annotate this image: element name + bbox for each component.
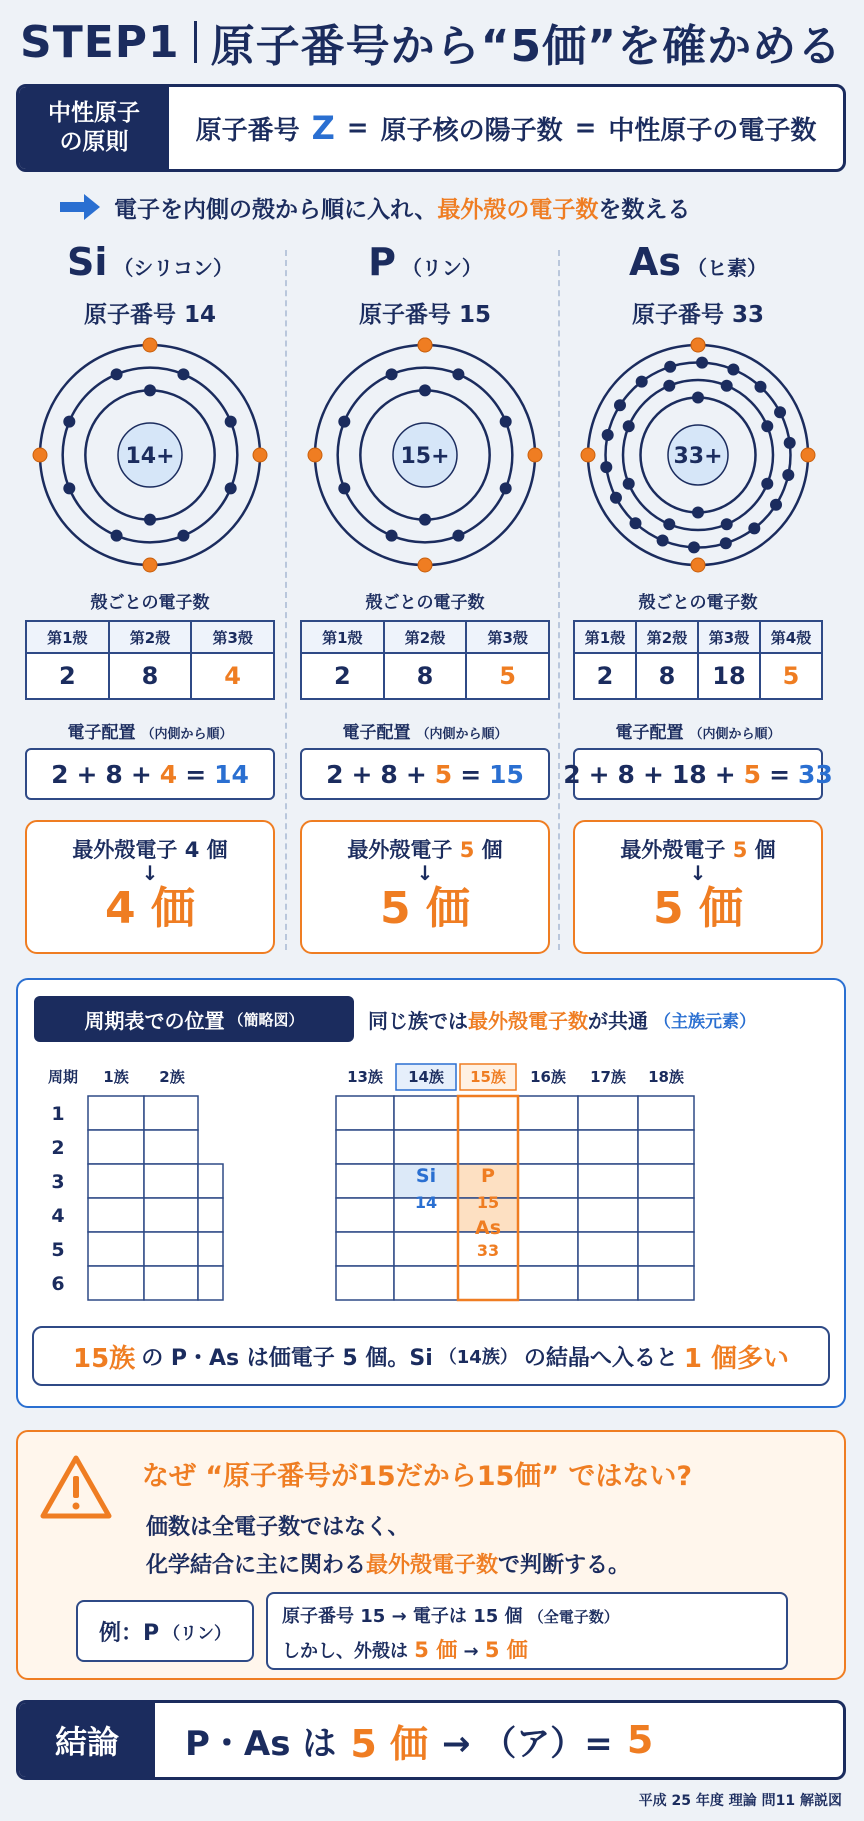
pt-si-symbol: Si	[415, 1165, 437, 1187]
electron	[225, 416, 237, 428]
pt-cell	[144, 1198, 198, 1232]
title-divider	[194, 21, 197, 63]
period-label: 周期	[48, 1068, 79, 1086]
valence-electron	[308, 448, 322, 462]
shell-header: 第4殻	[760, 621, 822, 653]
pt-cell	[88, 1266, 144, 1300]
instruction-post: を数える	[598, 196, 691, 223]
group-label: 13族	[347, 1068, 383, 1086]
atom-column-p	[290, 240, 560, 960]
bohr-model-diagram	[305, 335, 545, 575]
pt-cell	[518, 1164, 578, 1198]
shell-value: 5	[466, 653, 549, 699]
configuration-token: +	[642, 759, 664, 789]
configuration-sum	[300, 748, 550, 800]
example-label-box	[76, 1600, 254, 1662]
valence-line-post: 個	[199, 838, 228, 862]
configuration-token: 4	[159, 759, 178, 789]
electron	[657, 534, 669, 546]
periodic-note-blue: （主族元素）	[654, 1011, 756, 1032]
footer-text1: の P・As は価電子 5 個。Si	[141, 1345, 433, 1371]
electron	[692, 392, 704, 404]
shell-caption: 殻ごとの電子数	[90, 593, 210, 613]
configuration-caption	[290, 718, 560, 743]
valence-line-pre: 最外殻電子	[72, 838, 185, 862]
pt-cell	[88, 1164, 144, 1198]
footer-one-more: 1 個多い	[683, 1343, 789, 1374]
configuration-token: 8	[617, 759, 635, 789]
pt-cell	[88, 1130, 144, 1164]
configuration-token: 2	[563, 759, 581, 789]
pt-cell	[638, 1198, 694, 1232]
group-label: 18族	[648, 1068, 684, 1086]
why-question: なぜ “原子番号が15だから15価” ではない?	[142, 1461, 693, 1492]
periodic-note-highlight: 最外殻電子数	[468, 1008, 588, 1033]
shell-value-row	[26, 653, 274, 699]
electron	[782, 469, 794, 481]
pt-cell	[394, 1266, 458, 1300]
valence-result: 5 価	[380, 883, 470, 934]
electron	[721, 518, 733, 530]
pt-cell	[88, 1096, 144, 1130]
atomic-number-label: 原子番号 33	[631, 302, 764, 328]
periodic-tag-text: 周期表での位置	[84, 1008, 225, 1033]
shell-header-row	[574, 621, 822, 653]
conclusion-arrow: → （ア）=	[441, 1723, 613, 1764]
right-arrow-icon	[60, 194, 100, 220]
electron	[111, 368, 123, 380]
configuration-sum	[25, 748, 275, 800]
pt-cell	[458, 1096, 518, 1130]
element-name	[290, 240, 560, 284]
nucleus-charge: 33+	[673, 444, 723, 469]
principle-part3: 中性原子の電子数	[608, 115, 817, 146]
principle-box	[16, 84, 846, 172]
electron	[452, 368, 464, 380]
electron	[727, 364, 739, 376]
period-number: 5	[51, 1239, 65, 1261]
pt-cell	[336, 1198, 394, 1232]
configuration-token: 15	[489, 759, 524, 789]
shell-table	[573, 620, 823, 700]
configuration-caption-note: （内側から順）	[141, 727, 233, 742]
valence-line-num: 5	[459, 838, 475, 862]
title-text: 原子番号から“5価”を確かめる	[210, 21, 843, 72]
configuration-caption-note: （内側から順）	[689, 727, 781, 742]
example-detail-2a: しかし、外殻は	[282, 1641, 415, 1662]
pt-cell	[198, 1198, 223, 1232]
electron	[664, 361, 676, 373]
configuration-token: 5	[743, 759, 762, 789]
example-detail-1b: （全電子数）	[528, 1608, 619, 1626]
example-note: （リン）	[163, 1623, 232, 1644]
shell-value: 8	[384, 653, 467, 699]
electron	[623, 478, 635, 490]
shell-header: 第3殻	[698, 621, 760, 653]
group-label: 16族	[530, 1068, 566, 1086]
valence-electron	[253, 448, 267, 462]
configuration-token: =	[460, 759, 482, 789]
valence-box	[573, 820, 823, 954]
credit-text: 平成 25 年度 理論 問11 解説図	[638, 1793, 842, 1809]
example-detail-2d: 5 価	[484, 1638, 528, 1662]
principle-part1: 原子番号	[195, 115, 300, 146]
valence-line-pre: 最外殻電子	[347, 838, 460, 862]
example-detail-1a: 原子番号 15 → 電子は 15 個	[282, 1606, 523, 1627]
nucleus-charge: 14+	[125, 444, 175, 469]
configuration-token: =	[185, 759, 207, 789]
electron	[386, 368, 398, 380]
nucleus-charge: 15+	[400, 444, 450, 469]
pt-cell	[638, 1164, 694, 1198]
shell-value: 18	[698, 653, 760, 699]
electron	[225, 482, 237, 494]
electron	[600, 461, 612, 473]
atom-column-si	[15, 240, 285, 960]
configuration-token: +	[588, 759, 610, 789]
electron	[663, 380, 675, 392]
valence-electron	[528, 448, 542, 462]
pt-cell	[336, 1164, 394, 1198]
shell-header-row	[26, 621, 274, 653]
element-name	[15, 240, 285, 284]
valence-electron	[143, 338, 157, 352]
conclusion-valence: 5 価	[350, 1721, 428, 1766]
group-label: 17族	[590, 1068, 626, 1086]
element-name	[563, 240, 833, 284]
configuration-token: +	[714, 759, 736, 789]
atom-column-as	[563, 240, 833, 960]
configuration-token: 2	[51, 759, 69, 789]
conclusion-tag: 結論	[19, 1703, 155, 1777]
example-label: 例：P	[98, 1620, 160, 1646]
electron	[144, 384, 156, 396]
electron	[111, 530, 123, 542]
period-number: 6	[51, 1273, 65, 1295]
pt-cell	[458, 1266, 518, 1300]
shell-value: 8	[636, 653, 698, 699]
shell-table	[300, 620, 550, 700]
period-number: 2	[51, 1137, 65, 1159]
valence-line-pre: 最外殻電子	[620, 838, 733, 862]
shell-value: 2	[26, 653, 109, 699]
configuration-token: 33	[798, 759, 833, 789]
valence-electron	[418, 338, 432, 352]
electron	[774, 406, 786, 418]
element-jp-name: （ヒ素）	[687, 256, 768, 280]
shell-header-row	[301, 621, 549, 653]
pt-cell	[336, 1232, 394, 1266]
periodic-footer	[32, 1326, 830, 1386]
shell-header: 第1殻	[574, 621, 636, 653]
valence-electron	[691, 558, 705, 572]
down-arrow-icon: ↓	[416, 861, 434, 885]
shell-header: 第2殻	[109, 621, 192, 653]
shell-header: 第2殻	[636, 621, 698, 653]
shell-value: 2	[301, 653, 384, 699]
pt-cell	[518, 1232, 578, 1266]
atomic-number-label: 原子番号 14	[83, 302, 216, 328]
atomic-number-label: 原子番号 15	[358, 302, 491, 328]
configuration-caption	[563, 718, 833, 743]
example-detail-line2	[282, 1634, 772, 1664]
conclusion-body	[155, 1703, 843, 1777]
electron	[63, 416, 75, 428]
principle-eq2: =	[574, 113, 597, 143]
pt-cell	[198, 1266, 223, 1300]
group-label: 15族	[470, 1068, 506, 1086]
valence-result: 5 価	[653, 883, 743, 934]
group-label: 2族	[159, 1068, 185, 1086]
configuration-caption	[15, 718, 285, 743]
down-arrow-icon: ↓	[689, 861, 707, 885]
electron	[688, 541, 700, 553]
footer-group14: （14族）	[438, 1347, 518, 1368]
period-number: 3	[51, 1171, 65, 1193]
valence-electron	[418, 558, 432, 572]
electron	[754, 381, 766, 393]
electron	[696, 357, 708, 369]
configuration-token: +	[130, 759, 152, 789]
shell-table	[25, 620, 275, 700]
valence-electron-line	[575, 834, 821, 864]
electron	[636, 376, 648, 388]
electron	[761, 478, 773, 490]
why-line1: 価数は全電子数ではなく、	[146, 1515, 410, 1540]
configuration-caption-text: 電子配置	[67, 723, 136, 743]
why-line2-post: で判断する。	[498, 1553, 631, 1578]
example-detail-line1	[282, 1602, 772, 1628]
pt-cell	[578, 1198, 638, 1232]
instruction-pre: 電子を内側の殻から順に入れ、	[114, 196, 438, 223]
electron	[602, 429, 614, 441]
period-number: 1	[51, 1103, 65, 1125]
pt-cell	[578, 1232, 638, 1266]
why-line2-highlight: 最外殻電子数	[366, 1553, 499, 1578]
principle-equation	[169, 87, 843, 169]
configuration-caption-text: 電子配置	[342, 723, 411, 743]
periodic-table-diagram	[18, 980, 848, 1325]
footer-text2: の結晶へ入ると	[523, 1345, 678, 1371]
electron	[338, 416, 350, 428]
electron	[386, 530, 398, 542]
electron	[623, 420, 635, 432]
pt-cell	[578, 1266, 638, 1300]
bohr-model-diagram	[578, 335, 818, 575]
shell-value: 5	[760, 653, 822, 699]
shell-value-row	[574, 653, 822, 699]
valence-electron-line	[27, 834, 273, 864]
group-label: 1族	[103, 1068, 129, 1086]
pt-cell	[144, 1164, 198, 1198]
step-label: STEP1	[20, 16, 180, 68]
shell-value: 8	[109, 653, 192, 699]
periodic-note-pre: 同じ族では	[368, 1008, 468, 1033]
conclusion-subject: P・As は	[185, 1723, 337, 1764]
valence-electron	[691, 338, 705, 352]
why-line2	[146, 1548, 836, 1579]
pt-as-number: 33	[476, 1241, 500, 1260]
electron	[721, 380, 733, 392]
pt-cell	[638, 1096, 694, 1130]
element-symbol: P	[368, 240, 396, 284]
electron	[452, 530, 464, 542]
configuration-caption-note: （内側から順）	[416, 727, 508, 742]
electron	[761, 420, 773, 432]
example-detail-2b: 5 価	[414, 1638, 458, 1662]
shell-header: 第3殻	[191, 621, 274, 653]
element-symbol: As	[628, 240, 682, 284]
shell-header: 第1殻	[26, 621, 109, 653]
bohr-model-diagram	[30, 335, 270, 575]
electron	[63, 482, 75, 494]
electron	[692, 507, 704, 519]
pt-as-symbol: As	[474, 1217, 502, 1239]
pt-cell	[144, 1266, 198, 1300]
configuration-token: +	[405, 759, 427, 789]
electron	[663, 518, 675, 530]
pt-cell	[336, 1266, 394, 1300]
configuration-token: +	[351, 759, 373, 789]
configuration-token: 8	[105, 759, 123, 789]
pt-cell	[638, 1232, 694, 1266]
pt-cell	[336, 1096, 394, 1130]
pt-cell	[578, 1130, 638, 1164]
pt-p-symbol: P	[481, 1165, 495, 1187]
principle-z: Z	[311, 109, 335, 147]
pt-cell	[394, 1232, 458, 1266]
element-symbol: Si	[66, 240, 108, 284]
pt-cell	[198, 1232, 223, 1266]
shell-caption: 殻ごとの電子数	[638, 593, 758, 613]
footer-group15: 15族	[73, 1343, 136, 1374]
pt-cell	[638, 1130, 694, 1164]
pt-cell	[144, 1096, 198, 1130]
electron	[784, 437, 796, 449]
shell-value-row	[301, 653, 549, 699]
element-jp-name: （リン）	[401, 256, 482, 280]
electron	[177, 530, 189, 542]
periodic-tag-note: （簡略図）	[228, 1010, 304, 1029]
page-title	[20, 6, 844, 78]
instruction-line	[60, 184, 840, 230]
pt-cell	[458, 1130, 518, 1164]
pt-si-number: 14	[414, 1193, 438, 1212]
instruction-highlight: 最外殻の電子数	[437, 196, 599, 223]
electron	[419, 384, 431, 396]
shell-value: 4	[191, 653, 274, 699]
pt-cell	[638, 1266, 694, 1300]
pt-cell	[88, 1232, 144, 1266]
electron	[500, 482, 512, 494]
shell-caption: 殻ごとの電子数	[365, 593, 485, 613]
electron	[748, 522, 760, 534]
electron	[500, 416, 512, 428]
periodic-note-mid: が共通	[588, 1008, 648, 1033]
pt-cell	[394, 1130, 458, 1164]
valence-result: 4 価	[105, 883, 195, 934]
conclusion-box	[16, 1700, 846, 1780]
example-detail-2c: →	[457, 1641, 485, 1662]
electron	[144, 514, 156, 526]
configuration-token: 18	[671, 759, 707, 789]
electron	[177, 368, 189, 380]
electron	[770, 499, 782, 511]
shell-header: 第1殻	[301, 621, 384, 653]
shell-value: 2	[574, 653, 636, 699]
pt-cell	[336, 1130, 394, 1164]
valence-line-num: 4	[184, 838, 200, 862]
group-label: 14族	[408, 1068, 444, 1086]
why-panel	[16, 1430, 846, 1680]
pt-cell	[518, 1096, 578, 1130]
column-separator	[285, 250, 287, 950]
why-line2-pre: 化学結合に主に関わる	[146, 1553, 367, 1578]
principle-eq1: =	[346, 113, 369, 143]
valence-electron-line	[302, 834, 548, 864]
configuration-caption-text: 電子配置	[615, 723, 684, 743]
electron	[614, 399, 626, 411]
valence-electron	[143, 558, 157, 572]
valence-line-post: 個	[474, 838, 503, 862]
down-arrow-icon: ↓	[141, 861, 159, 885]
element-jp-name: （シリコン）	[113, 256, 233, 280]
electron	[419, 514, 431, 526]
configuration-token: 5	[434, 759, 453, 789]
configuration-token: 2	[326, 759, 344, 789]
valence-box	[25, 820, 275, 954]
pt-cell	[578, 1096, 638, 1130]
period-number: 4	[51, 1205, 65, 1227]
valence-line-num: 5	[732, 838, 748, 862]
pt-cell	[518, 1130, 578, 1164]
valence-box	[300, 820, 550, 954]
electron	[338, 482, 350, 494]
configuration-token: =	[769, 759, 791, 789]
electron	[630, 517, 642, 529]
warning-icon	[40, 1454, 112, 1520]
example-detail-box	[266, 1592, 788, 1670]
valence-electron	[801, 448, 815, 462]
periodic-table-panel	[16, 978, 846, 1408]
configuration-token: +	[76, 759, 98, 789]
configuration-sum	[563, 748, 833, 800]
electron	[610, 492, 622, 504]
valence-electron	[33, 448, 47, 462]
valence-line-post: 個	[747, 838, 776, 862]
pt-cell	[144, 1232, 198, 1266]
pt-cell	[394, 1096, 458, 1130]
shell-header: 第2殻	[384, 621, 467, 653]
pt-cell	[518, 1198, 578, 1232]
shell-header: 第3殻	[466, 621, 549, 653]
electron	[720, 537, 732, 549]
principle-part2: 原子核の陽子数	[380, 115, 563, 146]
pt-p-number: 15	[476, 1193, 500, 1212]
valence-electron	[581, 448, 595, 462]
pt-cell	[578, 1164, 638, 1198]
pt-cell	[144, 1130, 198, 1164]
configuration-token: 8	[380, 759, 398, 789]
principle-tag: 中性原子 の原則	[19, 87, 169, 169]
conclusion-answer: 5	[626, 1718, 654, 1762]
pt-cell	[198, 1164, 223, 1198]
configuration-token: 14	[214, 759, 249, 789]
pt-cell	[518, 1266, 578, 1300]
pt-cell	[88, 1198, 144, 1232]
